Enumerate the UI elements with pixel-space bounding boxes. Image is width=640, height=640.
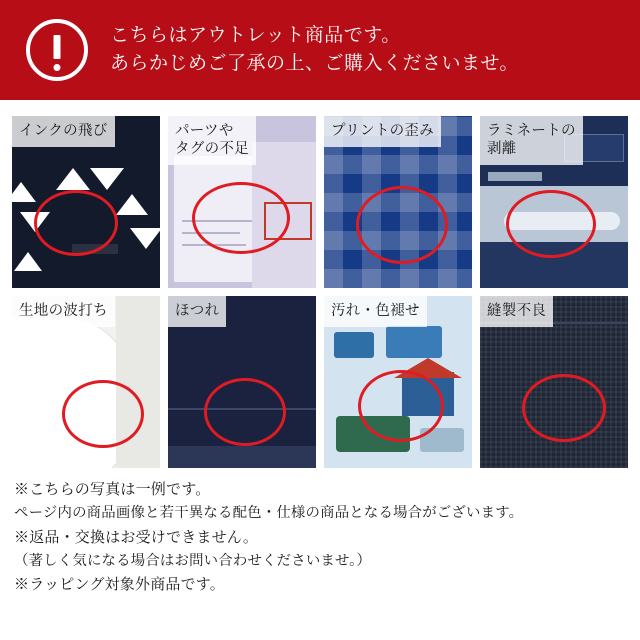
exclamation-circle-icon: [26, 19, 88, 81]
exclamation-bar: [54, 35, 61, 59]
banner-text: [110, 22, 519, 79]
defect-sample-fabric-waviness: [12, 296, 160, 468]
exclamation-dot: [54, 64, 61, 71]
print-detail: [488, 172, 542, 181]
train-graphic: [334, 332, 374, 358]
triangle-motif: [116, 194, 148, 215]
outlet-banner: [0, 0, 640, 100]
defect-label-line-1: パーツや: [175, 123, 234, 139]
banner-line-2: あらかじめご了承の上、ご購入くださいませ。: [110, 53, 519, 74]
defect-highlight-circle: [34, 190, 118, 256]
banner-line-1: こちらはアウトレット商品です。: [110, 24, 401, 46]
defect-highlight-circle: [204, 378, 286, 446]
defect-sample-grid: [12, 116, 628, 468]
triangle-motif: [56, 168, 90, 190]
defect-label: 生地の波打ち: [12, 296, 115, 327]
notes-section: [14, 478, 626, 598]
defect-sample-missing-parts: [168, 116, 316, 288]
defect-label: [480, 116, 583, 165]
defect-label: [168, 116, 256, 165]
defect-highlight-circle: [356, 186, 448, 264]
defect-sample-ink-splatter: [12, 116, 160, 288]
triangle-motif: [130, 228, 160, 249]
defect-sample-fraying: [168, 296, 316, 468]
note-line-5: ※ラッピング対象外商品です。: [14, 576, 226, 594]
train-graphic: [386, 326, 442, 358]
defect-sample-sewing-defect: [480, 296, 628, 468]
defect-highlight-circle: [62, 380, 144, 448]
hem-band: [168, 446, 316, 468]
defect-label-line-1: ラミネートの: [487, 123, 576, 139]
note-line-1: ※こちらの写真は一例です。: [14, 481, 211, 498]
defect-label-line-2: 剥離: [487, 141, 517, 158]
triangle-motif: [14, 252, 42, 271]
defect-label: プリントの歪み: [324, 116, 441, 147]
note-line-4: （著しく気になる場合はお問い合わせくださいませ。）: [14, 552, 372, 569]
note-line-3: ※返品・交換はお受けできません。: [14, 528, 259, 546]
defect-sample-print-distortion: [324, 116, 472, 288]
defect-label-line-2: タグの不足: [175, 141, 249, 158]
defect-label: 汚れ・色褪せ: [324, 296, 427, 327]
defect-highlight-circle: [192, 182, 290, 254]
defect-label: インクの飛び: [12, 116, 115, 147]
defect-label: 縫製不良: [480, 296, 553, 327]
defect-highlight-circle: [522, 374, 606, 442]
defect-highlight-circle: [506, 190, 596, 258]
defect-highlight-circle: [358, 370, 444, 442]
defect-sample-dirt-fading: [324, 296, 472, 468]
triangle-motif: [12, 182, 36, 202]
note-line-2: ページ内の商品画像と若干異なる配色・仕様の商品となる場合がございます。: [14, 505, 524, 522]
defect-sample-lamination-peel: [480, 116, 628, 288]
triangle-motif: [90, 168, 124, 190]
defect-label: ほつれ: [168, 296, 226, 327]
